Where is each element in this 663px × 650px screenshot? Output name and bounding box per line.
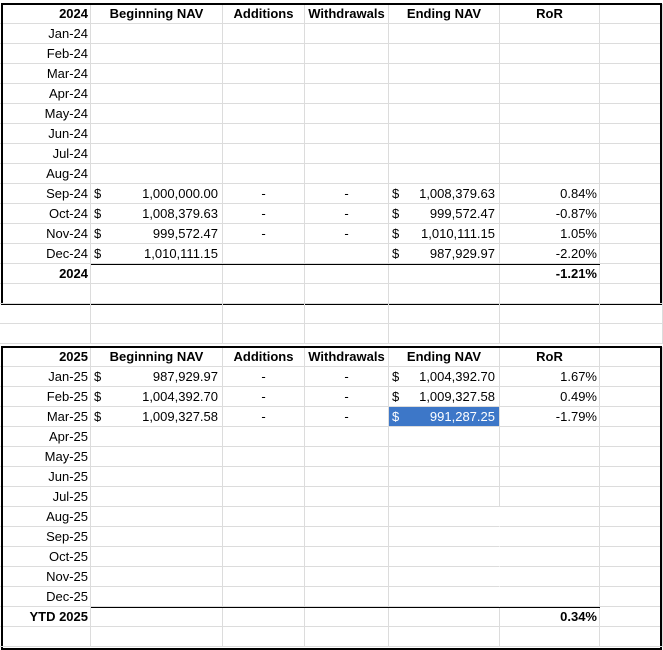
empty-cell[interactable] (600, 124, 663, 144)
ending-nav-cell[interactable] (389, 587, 500, 607)
ending-nav-value: 987,929.97 (429, 246, 495, 261)
additions-cell[interactable] (223, 527, 305, 547)
empty-cell[interactable] (600, 407, 663, 427)
ror-cell[interactable] (500, 567, 600, 587)
empty-cell[interactable] (500, 627, 600, 647)
blank-row (0, 284, 663, 304)
month-cell[interactable]: Dec-24 (0, 244, 91, 264)
beginning-nav-cell[interactable] (91, 407, 223, 427)
withdrawals-cell[interactable] (305, 164, 389, 184)
empty-cell[interactable] (223, 284, 305, 304)
ending-nav-cell[interactable] (389, 527, 500, 547)
table-row (0, 24, 663, 44)
beginning-nav-cell[interactable] (91, 84, 223, 104)
empty-cell[interactable] (223, 264, 305, 284)
total-label[interactable]: YTD 2025 (0, 607, 91, 627)
ending-nav-cell[interactable] (389, 567, 500, 587)
currency-symbol: $ (392, 409, 400, 424)
withdrawals-cell[interactable] (305, 124, 389, 144)
empty-cell[interactable] (500, 324, 600, 344)
currency-symbol: $ (94, 389, 102, 404)
withdrawals-cell[interactable] (305, 467, 389, 487)
table-row (0, 447, 663, 467)
month-cell[interactable]: Jul-24 (0, 144, 91, 164)
ending-nav-cell[interactable] (389, 144, 500, 164)
additions-cell[interactable] (223, 587, 305, 607)
additions-cell[interactable] (223, 487, 305, 507)
ending-nav-cell[interactable] (389, 367, 500, 387)
currency-symbol: $ (392, 226, 400, 241)
ending-nav-cell[interactable] (389, 104, 500, 124)
withdrawals-cell[interactable] (305, 587, 389, 607)
beginning-nav-cell[interactable] (91, 244, 223, 264)
blank-row (0, 324, 663, 344)
month-cell[interactable]: Oct-25 (0, 547, 91, 567)
empty-cell[interactable] (0, 324, 91, 344)
withdrawals-cell[interactable] (305, 24, 389, 44)
total-label[interactable]: 2024 (0, 264, 91, 284)
table-row (0, 587, 663, 607)
empty-cell[interactable] (91, 324, 223, 344)
table-row (0, 224, 663, 244)
empty-cell[interactable] (600, 44, 663, 64)
month-cell[interactable]: Nov-24 (0, 224, 91, 244)
beginning-nav-header[interactable]: Beginning NAV (91, 347, 223, 367)
empty-cell[interactable] (600, 144, 663, 164)
beginning-nav-cell[interactable] (91, 507, 223, 527)
empty-cell[interactable] (600, 84, 663, 104)
ending-nav-value: 1,008,379.63 (419, 186, 495, 201)
additions-cell[interactable] (223, 104, 305, 124)
beginning-nav-value: 1,004,392.70 (142, 389, 218, 404)
currency-symbol: $ (392, 186, 400, 201)
withdrawals-cell[interactable] (305, 447, 389, 467)
additions-cell[interactable] (223, 547, 305, 567)
ror-cell[interactable]: 0.84% (500, 184, 600, 204)
header-row (0, 4, 663, 24)
additions-cell[interactable] (223, 507, 305, 527)
additions-cell[interactable] (223, 64, 305, 84)
empty-cell[interactable] (0, 304, 91, 324)
empty-cell[interactable] (600, 244, 663, 264)
ending-nav-cell[interactable] (389, 204, 500, 224)
withdrawals-cell[interactable] (305, 567, 389, 587)
empty-cell[interactable] (600, 184, 663, 204)
blank-row (0, 304, 663, 324)
empty-cell[interactable] (389, 607, 500, 627)
month-cell[interactable]: Mar-25 (0, 407, 91, 427)
table-row (0, 547, 663, 567)
additions-cell[interactable]: - (223, 387, 305, 407)
empty-cell[interactable] (600, 204, 663, 224)
additions-cell[interactable]: - (223, 184, 305, 204)
ending-nav-value: 1,004,392.70 (419, 369, 495, 384)
empty-cell[interactable] (305, 627, 389, 647)
ror-cell[interactable] (500, 24, 600, 44)
ending-nav-cell[interactable] (389, 184, 500, 204)
empty-cell[interactable] (223, 304, 305, 324)
additions-cell[interactable] (223, 427, 305, 447)
withdrawals-cell[interactable] (305, 547, 389, 567)
empty-cell[interactable] (223, 324, 305, 344)
empty-cell[interactable] (305, 304, 389, 324)
currency-symbol: $ (94, 369, 102, 384)
month-cell[interactable]: Aug-25 (0, 507, 91, 527)
ror-cell[interactable] (500, 527, 600, 547)
ror-cell[interactable]: 0.49% (500, 387, 600, 407)
beginning-nav-cell[interactable] (91, 224, 223, 244)
additions-header[interactable]: Additions (223, 4, 305, 24)
ror-cell[interactable]: 1.67% (500, 367, 600, 387)
empty-cell[interactable] (223, 607, 305, 627)
empty-cell[interactable] (389, 627, 500, 647)
month-cell[interactable]: May-25 (0, 447, 91, 467)
empty-cell[interactable] (0, 284, 91, 304)
empty-cell[interactable] (305, 264, 389, 284)
empty-cell[interactable] (600, 264, 663, 284)
empty-cell[interactable] (389, 264, 500, 284)
empty-cell[interactable] (91, 264, 223, 284)
ending-nav-value: 999,572.47 (429, 206, 495, 221)
empty-cell[interactable] (500, 304, 600, 324)
ror-cell[interactable] (500, 44, 600, 64)
table-row (0, 367, 663, 387)
blank-row (0, 627, 663, 647)
ror-cell[interactable] (500, 144, 600, 164)
ending-nav-cell[interactable] (389, 24, 500, 44)
total-rule (91, 264, 600, 265)
ror-cell[interactable] (500, 587, 600, 607)
empty-cell[interactable] (600, 324, 663, 344)
month-cell[interactable]: Jan-25 (0, 367, 91, 387)
table-row (0, 527, 663, 547)
empty-cell[interactable] (600, 447, 663, 467)
ror-cell[interactable] (500, 124, 600, 144)
ror-cell[interactable] (500, 487, 600, 507)
empty-cell[interactable] (600, 487, 663, 507)
total-ror-cell[interactable]: 0.34% (500, 607, 600, 627)
beginning-nav-header[interactable]: Beginning NAV (91, 4, 223, 24)
empty-cell[interactable] (600, 387, 663, 407)
empty-cell[interactable] (500, 284, 600, 304)
table-row (0, 184, 663, 204)
empty-cell[interactable] (600, 587, 663, 607)
table-row (0, 144, 663, 164)
ror-cell[interactable] (500, 447, 600, 467)
empty-cell[interactable] (389, 304, 500, 324)
withdrawals-header[interactable]: Withdrawals (305, 347, 389, 367)
additions-cell[interactable]: - (223, 204, 305, 224)
beginning-nav-cell[interactable] (91, 124, 223, 144)
month-cell[interactable]: Jun-24 (0, 124, 91, 144)
ror-cell[interactable] (500, 427, 600, 447)
table-row (0, 84, 663, 104)
additions-cell[interactable] (223, 44, 305, 64)
ending-nav-cell[interactable] (389, 427, 500, 447)
beginning-nav-cell[interactable] (91, 204, 223, 224)
empty-cell[interactable] (600, 527, 663, 547)
additions-cell[interactable] (223, 244, 305, 264)
beginning-nav-cell[interactable] (91, 467, 223, 487)
ending-nav-cell[interactable] (389, 467, 500, 487)
empty-cell[interactable] (600, 284, 663, 304)
ending-nav-cell[interactable] (389, 547, 500, 567)
month-cell[interactable]: Dec-25 (0, 587, 91, 607)
ending-nav-cell[interactable] (389, 124, 500, 144)
ending-nav-cell[interactable] (389, 387, 500, 407)
beginning-nav-cell[interactable] (91, 567, 223, 587)
additions-cell[interactable]: - (223, 224, 305, 244)
ending-nav-cell[interactable] (389, 447, 500, 467)
empty-cell[interactable] (389, 324, 500, 344)
beginning-nav-cell[interactable] (91, 184, 223, 204)
withdrawals-cell[interactable]: - (305, 387, 389, 407)
beginning-nav-cell[interactable] (91, 587, 223, 607)
ending-nav-value: 1,010,111.15 (421, 226, 495, 241)
empty-cell[interactable] (600, 367, 663, 387)
beginning-nav-cell[interactable] (91, 527, 223, 547)
empty-cell[interactable] (389, 284, 500, 304)
additions-cell[interactable] (223, 24, 305, 44)
beginning-nav-cell[interactable] (91, 427, 223, 447)
beginning-nav-cell[interactable] (91, 547, 223, 567)
ending-nav-cell[interactable] (389, 487, 500, 507)
ending-nav-header[interactable]: Ending NAV (389, 4, 500, 24)
month-cell[interactable]: Sep-25 (0, 527, 91, 547)
withdrawals-cell[interactable]: - (305, 367, 389, 387)
month-cell[interactable]: Feb-24 (0, 44, 91, 64)
withdrawals-cell[interactable]: - (305, 224, 389, 244)
ending-nav-cell[interactable] (389, 224, 500, 244)
table-row (0, 427, 663, 447)
empty-cell[interactable] (91, 627, 223, 647)
total-rule (91, 607, 600, 608)
ror-cell[interactable] (500, 104, 600, 124)
table-row (0, 387, 663, 407)
table-row (0, 507, 663, 527)
ending-nav-cell[interactable] (389, 244, 500, 264)
additions-cell[interactable] (223, 164, 305, 184)
currency-symbol: $ (392, 389, 400, 404)
total-row (0, 607, 663, 627)
empty-cell[interactable] (600, 547, 663, 567)
table-row (0, 407, 663, 427)
empty-cell[interactable] (223, 627, 305, 647)
empty-cell[interactable] (600, 104, 663, 124)
currency-symbol: $ (94, 409, 102, 424)
empty-cell[interactable] (600, 4, 663, 24)
beginning-nav-cell[interactable] (91, 104, 223, 124)
withdrawals-cell[interactable] (305, 507, 389, 527)
withdrawals-cell[interactable] (305, 487, 389, 507)
withdrawals-header[interactable]: Withdrawals (305, 4, 389, 24)
currency-symbol: $ (94, 206, 102, 221)
currency-symbol: $ (94, 186, 102, 201)
additions-cell[interactable]: - (223, 407, 305, 427)
ending-nav-cell[interactable] (389, 64, 500, 84)
beginning-nav-value: 1,010,111.15 (144, 246, 218, 261)
beginning-nav-value: 1,008,379.63 (142, 206, 218, 221)
empty-cell[interactable] (600, 507, 663, 527)
additions-cell[interactable]: - (223, 367, 305, 387)
empty-cell[interactable] (0, 627, 91, 647)
empty-cell[interactable] (600, 304, 663, 324)
withdrawals-cell[interactable]: - (305, 184, 389, 204)
month-cell[interactable]: Nov-25 (0, 567, 91, 587)
additions-cell[interactable] (223, 84, 305, 104)
beginning-nav-cell[interactable] (91, 367, 223, 387)
table-row (0, 487, 663, 507)
additions-header[interactable]: Additions (223, 347, 305, 367)
withdrawals-cell[interactable]: - (305, 407, 389, 427)
withdrawals-cell[interactable] (305, 244, 389, 264)
month-cell[interactable]: Jan-24 (0, 24, 91, 44)
month-cell[interactable]: Jun-25 (0, 467, 91, 487)
beginning-nav-value: 999,572.47 (152, 226, 218, 241)
ending-nav-cell-selected[interactable] (389, 407, 500, 427)
table-row (0, 104, 663, 124)
year-header[interactable]: 2025 (0, 347, 91, 367)
ror-cell[interactable] (500, 84, 600, 104)
beginning-nav-value: 987,929.97 (152, 369, 218, 384)
empty-cell[interactable] (305, 324, 389, 344)
empty-cell[interactable] (600, 607, 663, 627)
table-row (0, 244, 663, 264)
withdrawals-cell[interactable] (305, 64, 389, 84)
currency-symbol: $ (392, 246, 400, 261)
empty-cell[interactable] (91, 607, 223, 627)
additions-cell[interactable] (223, 124, 305, 144)
withdrawals-cell[interactable] (305, 527, 389, 547)
ror-cell[interactable]: -0.87% (500, 204, 600, 224)
beginning-nav-value: 1,009,327.58 (142, 409, 218, 424)
withdrawals-cell[interactable] (305, 104, 389, 124)
ending-nav-value: 1,009,327.58 (419, 389, 495, 404)
ending-nav-cell[interactable] (389, 44, 500, 64)
table-row (0, 124, 663, 144)
header-row (0, 347, 663, 367)
empty-cell[interactable] (600, 164, 663, 184)
empty-cell[interactable] (600, 467, 663, 487)
currency-symbol: $ (392, 206, 400, 221)
beginning-nav-cell[interactable] (91, 44, 223, 64)
additions-cell[interactable] (223, 467, 305, 487)
withdrawals-cell[interactable] (305, 144, 389, 164)
empty-cell[interactable] (600, 567, 663, 587)
table-row (0, 44, 663, 64)
year-header[interactable]: 2024 (0, 4, 91, 24)
month-cell[interactable]: Feb-25 (0, 387, 91, 407)
empty-cell[interactable] (305, 284, 389, 304)
ending-nav-value: 991,287.25 (429, 409, 495, 424)
table-row (0, 164, 663, 184)
table-row (0, 567, 663, 587)
empty-cell[interactable] (600, 347, 663, 367)
ror-cell[interactable] (500, 164, 600, 184)
ror-cell[interactable] (500, 467, 600, 487)
withdrawals-cell[interactable] (305, 44, 389, 64)
ending-nav-cell[interactable] (389, 84, 500, 104)
beginning-nav-cell[interactable] (91, 24, 223, 44)
ror-cell[interactable]: -2.20% (500, 244, 600, 264)
beginning-nav-cell[interactable] (91, 387, 223, 407)
beginning-nav-cell[interactable] (91, 64, 223, 84)
currency-symbol: $ (94, 226, 102, 241)
ror-cell[interactable]: 1.05% (500, 224, 600, 244)
ror-header[interactable]: RoR (500, 347, 600, 367)
table-row (0, 204, 663, 224)
month-cell[interactable]: Oct-24 (0, 204, 91, 224)
month-cell[interactable]: Aug-24 (0, 164, 91, 184)
currency-symbol: $ (94, 246, 102, 261)
month-cell[interactable]: Apr-24 (0, 84, 91, 104)
ending-nav-header[interactable]: Ending NAV (389, 347, 500, 367)
beginning-nav-cell[interactable] (91, 164, 223, 184)
empty-cell[interactable] (600, 64, 663, 84)
beginning-nav-cell[interactable] (91, 144, 223, 164)
total-ror-cell[interactable]: -1.21% (500, 264, 600, 284)
ror-header[interactable]: RoR (500, 4, 600, 24)
empty-cell[interactable] (600, 627, 663, 647)
ror-cell[interactable] (500, 547, 600, 567)
beginning-nav-cell[interactable] (91, 487, 223, 507)
additions-cell[interactable] (223, 144, 305, 164)
withdrawals-cell[interactable]: - (305, 204, 389, 224)
ror-cell[interactable] (500, 64, 600, 84)
withdrawals-cell[interactable] (305, 427, 389, 447)
ror-cell[interactable]: -1.79% (500, 407, 600, 427)
month-cell[interactable]: May-24 (0, 104, 91, 124)
withdrawals-cell[interactable] (305, 84, 389, 104)
empty-cell[interactable] (600, 427, 663, 447)
beginning-nav-value: 1,000,000.00 (142, 186, 218, 201)
month-cell[interactable]: Jul-25 (0, 487, 91, 507)
ending-nav-cell[interactable] (389, 507, 500, 527)
additions-cell[interactable] (223, 567, 305, 587)
beginning-nav-cell[interactable] (91, 447, 223, 467)
additions-cell[interactable] (223, 447, 305, 467)
currency-symbol: $ (392, 369, 400, 384)
month-cell[interactable]: Sep-24 (0, 184, 91, 204)
empty-cell[interactable] (305, 607, 389, 627)
table-row (0, 467, 663, 487)
table-row (0, 64, 663, 84)
ror-cell[interactable] (500, 507, 600, 527)
ending-nav-cell[interactable] (389, 164, 500, 184)
total-row (0, 264, 663, 284)
empty-cell[interactable] (91, 304, 223, 324)
empty-cell[interactable] (600, 24, 663, 44)
month-cell[interactable]: Apr-25 (0, 427, 91, 447)
empty-cell[interactable] (600, 224, 663, 244)
month-cell[interactable]: Mar-24 (0, 64, 91, 84)
empty-cell[interactable] (91, 284, 223, 304)
